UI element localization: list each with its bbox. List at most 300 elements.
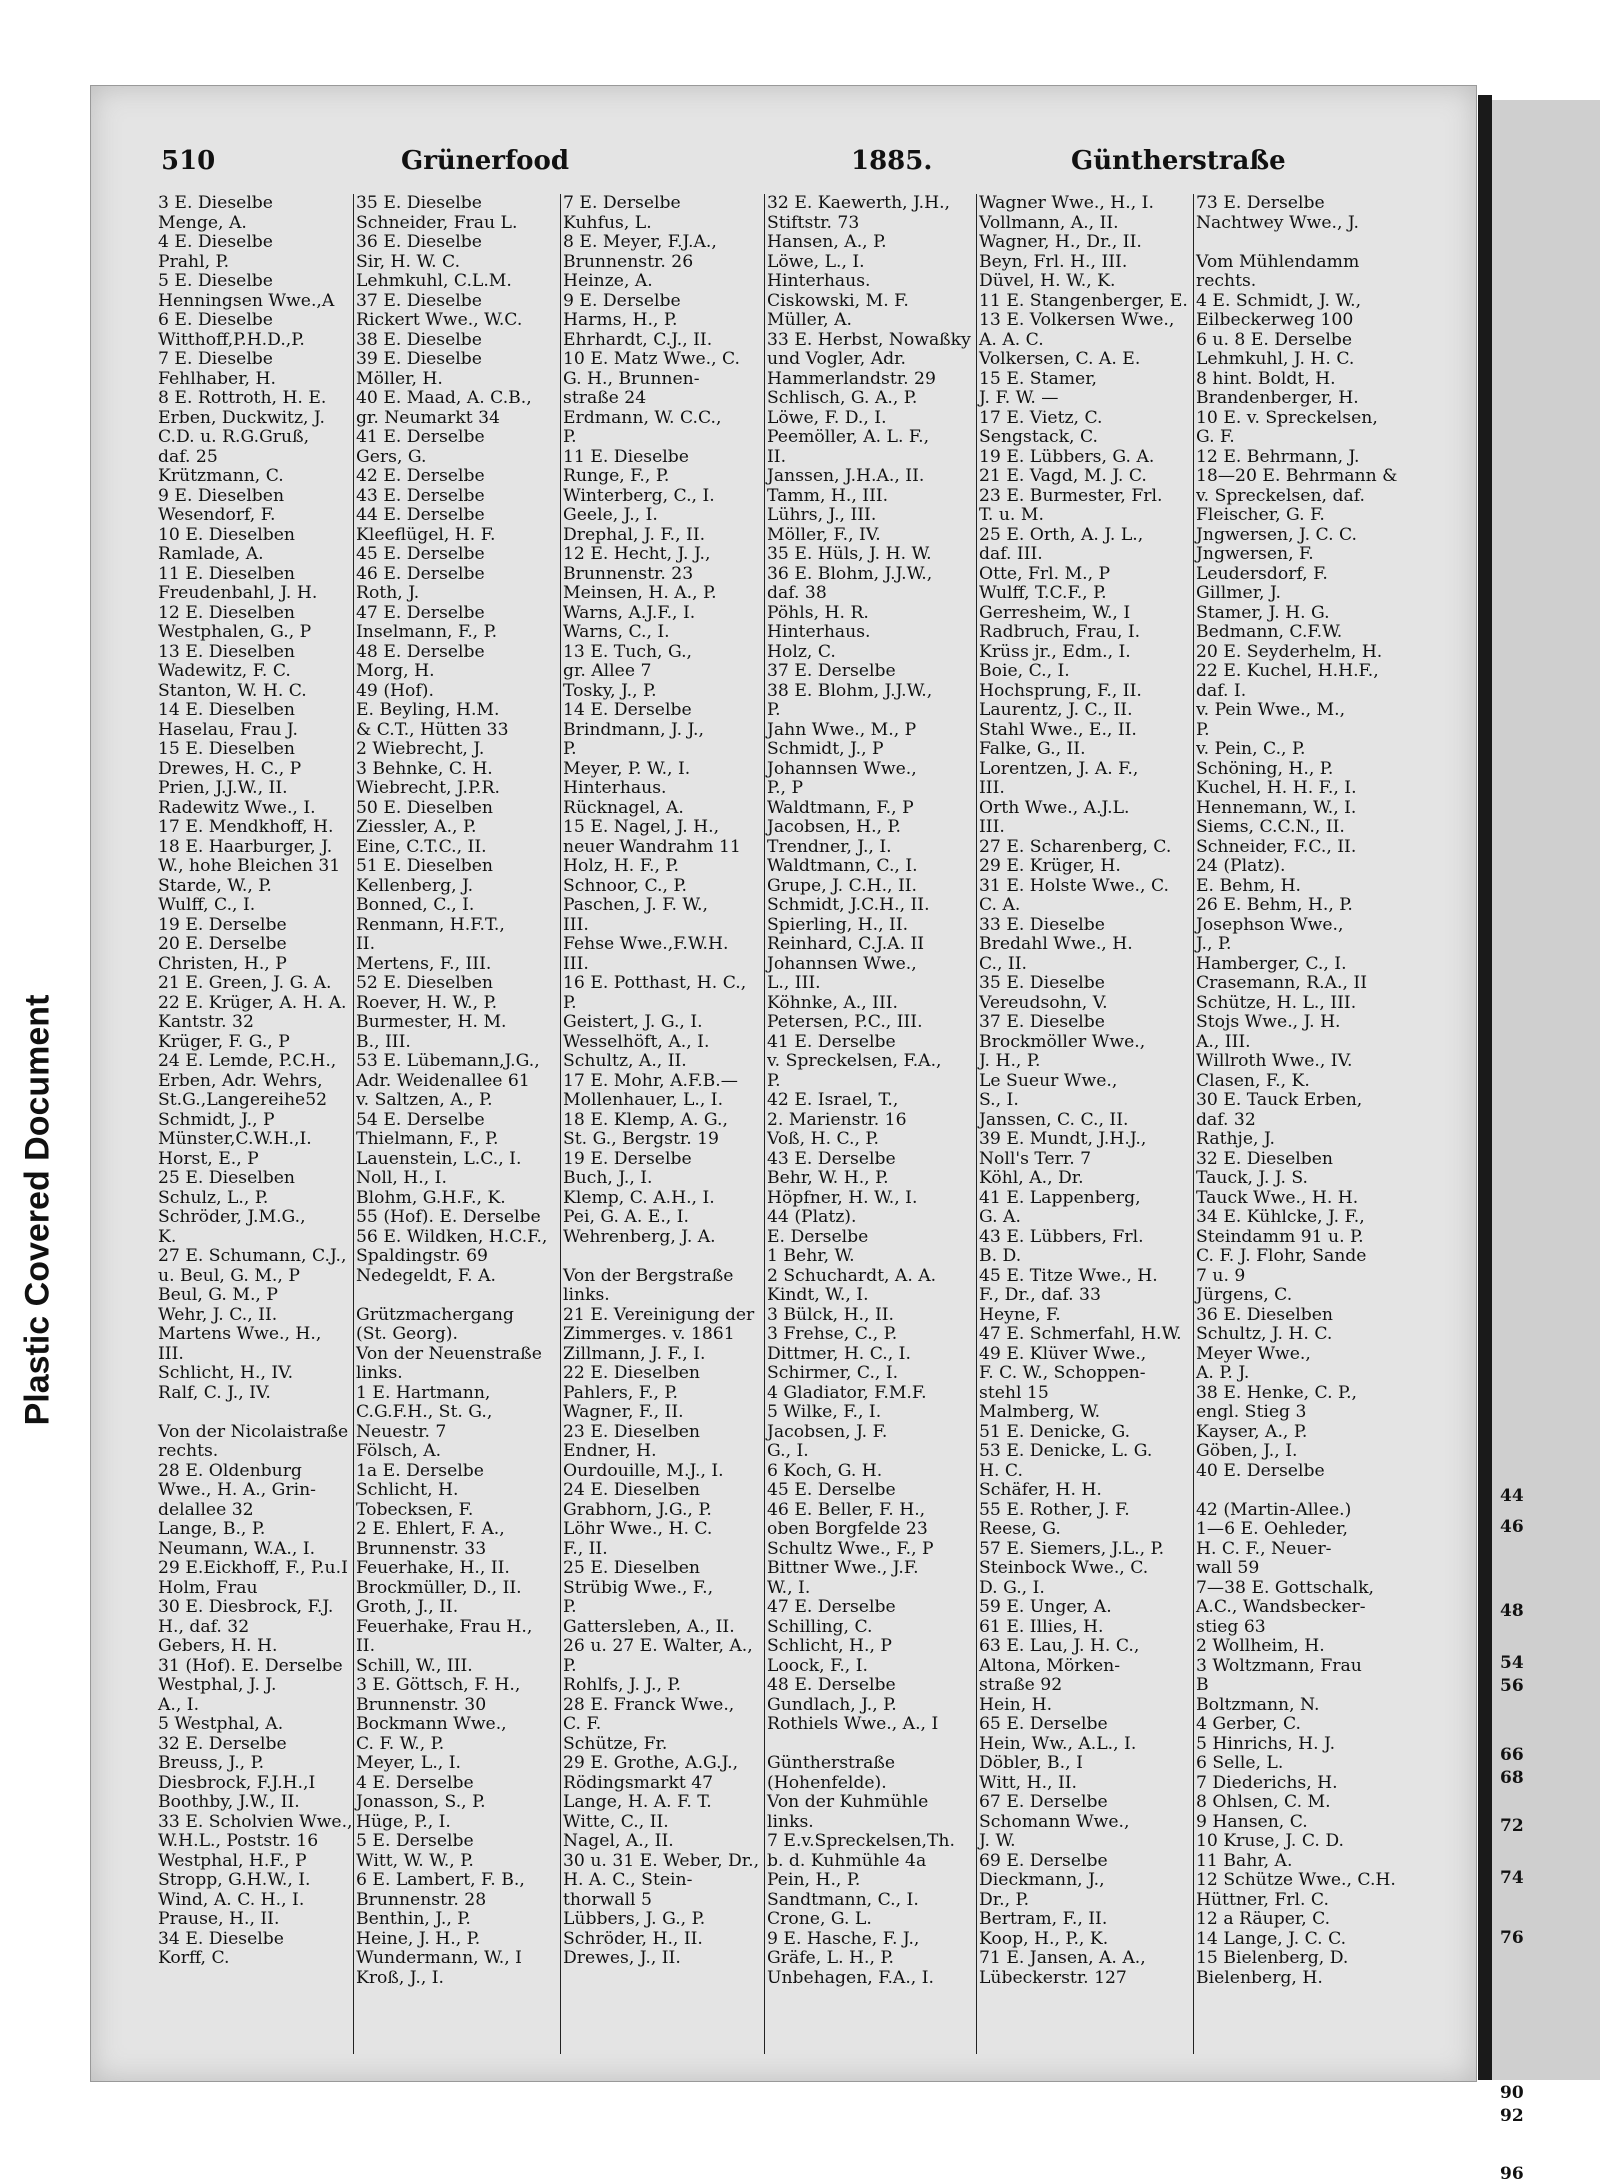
directory-line: 41 E. Derselbe [767, 1031, 896, 1052]
directory-line: Diesbrock, F.J.H.,I [158, 1772, 316, 1793]
directory-line: Breuss, J., P. [158, 1753, 265, 1773]
directory-line: 39 E. Dieselbe [356, 349, 482, 369]
directory-line: Roth, J. [356, 583, 420, 603]
directory-line: 11 E. Dieselbe [563, 446, 689, 467]
directory-line: Düvel, H. W., K. [979, 271, 1116, 291]
directory-line: Holz, H. F., P. [563, 856, 679, 876]
directory-line: H. C. [979, 1460, 1023, 1481]
directory-line: Drewes, H. C., P [158, 758, 302, 779]
directory-line: Kuchel, H. H. F., I. [1196, 778, 1357, 798]
directory-line: Hüge, P., I. [356, 1811, 451, 1832]
directory-line: Nagel, A., II. [563, 1831, 674, 1851]
directory-line: 19 E. Derselbe [158, 914, 287, 935]
directory-line: 33 E. Scholvien Wwe., [158, 1811, 353, 1832]
adjacent-page-number: 96 [1500, 2163, 1524, 2184]
directory-line: 13 E. Volkersen Wwe., [979, 310, 1175, 330]
directory-line: 39 E. Mundt, J.H.J., [979, 1129, 1147, 1149]
directory-line: Gerresheim, W., I [979, 602, 1131, 623]
directory-line: 21 E. Vagd, M. J. C. [979, 466, 1147, 486]
directory-line: II. [356, 934, 376, 954]
directory-line: Wehrenberg, J. A. [563, 1226, 716, 1247]
directory-column [1193, 193, 1398, 2054]
directory-column [976, 194, 1192, 2054]
directory-line: Wulff, C., I. [158, 895, 256, 915]
directory-line: 46 E. Derselbe [356, 563, 485, 584]
directory-line: Buch, J., I. [563, 1168, 653, 1188]
adjacent-page-number: 92 [1500, 2106, 1524, 2127]
directory-line: 8 Ohlsen, C. M. [1196, 1792, 1331, 1812]
year-heading: 1885. [851, 146, 933, 176]
directory-line: 12 E. Hecht, J. J., [563, 544, 711, 564]
directory-line: C. F. W., P. [356, 1733, 445, 1754]
directory-line: Pahlers, F., P. [563, 1382, 678, 1403]
directory-line: Bielenberg, H. [1196, 1967, 1323, 1988]
directory-line: Dr., P. [979, 1889, 1030, 1910]
directory-line: 23 E. Dieselben [563, 1421, 700, 1442]
directory-line: 1—6 E. Oehleder, [1196, 1519, 1348, 1539]
directory-line [561, 1247, 763, 1267]
directory-line: 38 E. Dieselbe [356, 329, 482, 350]
directory-line: Jürgens, C. [1196, 1285, 1293, 1305]
left-running-head: Grünerfood [401, 146, 569, 176]
directory-line: P. [767, 700, 781, 720]
directory-line: delallee 32 [158, 1499, 254, 1520]
directory-line: Von der Kuhmühle [767, 1792, 929, 1812]
directory-line: Wundermann, W., I [356, 1948, 522, 1968]
directory-line: B [1196, 1675, 1209, 1695]
directory-line: Leudersdorf, F. [1196, 563, 1328, 584]
directory-line: Meyer, L., I. [356, 1753, 461, 1773]
directory-line: Von der Bergstraße [563, 1265, 734, 1286]
directory-line: Schlicht, H., P [767, 1636, 892, 1656]
directory-line: G. H., Brunnen- [563, 368, 700, 389]
directory-line: Zillmann, J. F., I. [563, 1343, 706, 1364]
directory-line: links. [767, 1811, 814, 1832]
directory-line: 12 Schütze Wwe., C.H. [1196, 1870, 1396, 1890]
directory-line: 24 (Platz). [1196, 856, 1286, 876]
directory-line: Voß, H. C., P. [767, 1129, 879, 1149]
directory-line: Fleischer, G. F. [1196, 505, 1325, 525]
directory-line: Westphalen, G., P [158, 622, 312, 642]
directory-line: Schulz, L., P. [158, 1187, 269, 1208]
directory-line: Erdmann, W. C.C., [563, 407, 722, 428]
directory-line: neuer Wandrahm 11 [563, 836, 741, 857]
directory-line: Gillmer, J. [1196, 583, 1281, 603]
directory-line: 5 E. Dieselbe [158, 271, 273, 291]
directory-line: 40 E. Derselbe [1196, 1460, 1325, 1481]
directory-line: 15 Bielenberg, D. [1196, 1948, 1349, 1968]
directory-line: 7 E.v.Spreckelsen,Th. [767, 1831, 955, 1851]
directory-line: P. [563, 739, 577, 759]
directory-line: v. Pein, C., P. [1196, 739, 1306, 759]
directory-line: Josephson Wwe., [1196, 914, 1344, 935]
directory-line: Steinbock Wwe., C. [979, 1558, 1149, 1578]
directory-line: Ciskowski, M. F. [767, 290, 909, 311]
directory-line: Hinterhaus. [563, 778, 667, 798]
directory-line: Güntherstraße [767, 1753, 896, 1773]
directory-line: Schneider, F.C., II. [1196, 836, 1357, 857]
directory-line: und Vogler, Adr. [767, 349, 906, 369]
directory-line: Wulff, T.C.F., P. [979, 583, 1107, 603]
directory-line: Ramlade, A. [158, 544, 264, 564]
directory-line: Heinze, A. [563, 271, 653, 291]
directory-line: 32 E. Derselbe [158, 1733, 287, 1754]
directory-line: D. G., I. [979, 1577, 1045, 1598]
directory-line: Henningsen Wwe.,A [158, 290, 335, 311]
directory-line: Laurentz, J. C., II. [979, 700, 1133, 720]
directory-line: 17 E. Vietz, C. [979, 407, 1103, 428]
directory-line: Reese, G. [979, 1519, 1061, 1539]
directory-line: P., P [767, 778, 804, 798]
directory-line: 5 E. Derselbe [356, 1831, 474, 1851]
directory-line: Stamer, J. H. G. [1196, 602, 1330, 623]
directory-line: Harms, H., P. [563, 310, 678, 330]
directory-line: Bertram, F., II. [979, 1909, 1108, 1929]
directory-line: 10 Kruse, J. C. D. [1196, 1831, 1344, 1851]
directory-line: 73 E. Derselbe [1196, 193, 1325, 213]
directory-line: Vereudsohn, V. [979, 992, 1108, 1013]
directory-line: 41 E. Derselbe [356, 427, 485, 447]
directory-line: Inselmann, F., P. [356, 622, 498, 642]
directory-line: Volkersen, C. A. E. [979, 349, 1141, 369]
directory-line: Hammerlandstr. 29 [767, 368, 936, 389]
directory-line: 11 E. Dieselben [158, 563, 295, 584]
directory-line: Orth Wwe., A.J.L. [979, 797, 1130, 818]
directory-line: 31 (Hof). E. Derselbe [158, 1655, 343, 1676]
directory-line: J. W. [979, 1831, 1016, 1851]
directory-line: Klemp, C. A.H., I. [563, 1187, 715, 1208]
directory-line: 4 E. Derselbe [356, 1772, 474, 1793]
directory-line: E. Behm, H. [1196, 875, 1302, 896]
directory-line: Erben, Adr. Wehrs, [158, 1070, 323, 1091]
directory-line: 53 E. Lübemann,J.G., [356, 1051, 540, 1071]
directory-line: 19 E. Derselbe [563, 1148, 692, 1169]
page-gutter-edge [1478, 95, 1492, 2080]
directory-line: Schlicht, H. [356, 1480, 459, 1500]
directory-line: G. F. [1196, 427, 1235, 447]
directory-line: Willroth Wwe., IV. [1196, 1051, 1353, 1071]
directory-line: Morg, H. [356, 661, 435, 681]
directory-line: 50 E. Dieselben [356, 797, 493, 818]
directory-line: Drephal, J. F., II. [563, 524, 706, 545]
directory-line: Sir, H. W. C. [356, 251, 461, 272]
directory-line: C. A. [979, 895, 1021, 915]
directory-line: Bockmann Wwe., [356, 1714, 507, 1734]
directory-line: Wesselhöft, A., I. [563, 1031, 710, 1052]
directory-line: 3 Bülck, H., II. [767, 1304, 894, 1325]
directory-line: 69 E. Derselbe [979, 1850, 1108, 1871]
directory-line: 44 E. Derselbe [356, 505, 485, 525]
directory-line: Brunnenstr. 23 [563, 563, 694, 584]
directory-line: 7 E. Dieselbe [158, 349, 273, 369]
directory-line: Jacobsen, H., P. [767, 817, 902, 837]
directory-line: 28 E. Oldenburg [158, 1460, 302, 1481]
directory-line: Stropp, G.H.W., I. [158, 1870, 311, 1890]
directory-line: 6 u. 8 E. Derselbe [1196, 329, 1353, 350]
directory-line: Brunnenstr. 28 [356, 1889, 487, 1910]
directory-line: Martens Wwe., H., [158, 1324, 322, 1344]
directory-line: 8 E. Meyer, F.J.A., [563, 232, 717, 252]
directory-line: Schöning, H., P. [1196, 758, 1334, 779]
directory-line: 63 E. Lau, J. H. C., [979, 1636, 1140, 1656]
directory-line: F. C. W., Schoppen- [979, 1363, 1146, 1383]
directory-line: 36 E. Blohm, J.J.W., [767, 563, 933, 584]
directory-line: 34 E. Kühlcke, J. F., [1196, 1207, 1365, 1227]
directory-line: 36 E. Dieselben [1196, 1304, 1333, 1325]
directory-line: 38 E. Blohm, J.J.W., [767, 680, 933, 701]
directory-line: C. F. J. Flohr, Sande [1196, 1246, 1367, 1266]
directory-line: 7 Diederichs, H. [1196, 1772, 1338, 1793]
directory-line: 4 Gladiator, F.M.F. [767, 1382, 927, 1403]
directory-line: J. F. W. — [979, 388, 1059, 408]
directory-line: 25 E. Dieselben [563, 1558, 700, 1578]
directory-line: 52 E. Dieselben [356, 973, 493, 993]
directory-line: 6 E. Lambert, F. B., [356, 1870, 525, 1890]
directory-line: Jahn Wwe., M., P [767, 719, 917, 740]
directory-line: 26 E. Behm, H., P. [1196, 895, 1353, 915]
directory-line: Stiftstr. 73 [767, 212, 860, 233]
directory-line: 47 E. Derselbe [356, 602, 485, 623]
directory-line: Rathje, J. [1196, 1129, 1276, 1149]
directory-line: Brindmann, J. J., [563, 719, 704, 740]
directory-line: 17 E. Mohr, A.F.B.— [563, 1070, 738, 1091]
directory-line: Hüttner, Frl. C. [1196, 1889, 1329, 1910]
directory-line: P. [563, 427, 577, 447]
directory-line: Gebers, H. H. [158, 1636, 278, 1656]
directory-line: P. [563, 1597, 577, 1617]
directory-line: 12 a Räuper, C. [1196, 1909, 1331, 1929]
directory-line: Thielmann, F., P. [356, 1129, 499, 1149]
directory-line: A. A. C. [979, 329, 1044, 350]
directory-line: links. [563, 1285, 610, 1305]
directory-line: Schmidt, J.C.H., II. [767, 895, 930, 915]
directory-line: Hein, Ww., A.L., I. [979, 1733, 1137, 1754]
directory-line: Hochsprung, F., II. [979, 680, 1142, 701]
directory-line: G., I. [767, 1441, 809, 1461]
directory-line: 11 Bahr, A. [1196, 1850, 1293, 1871]
directory-line: 20 E. Derselbe [158, 934, 287, 954]
directory-line: Warns, A.J.F., I. [563, 602, 696, 623]
directory-line: u. Beul, G. M., P [158, 1265, 300, 1286]
directory-line: F., II. [563, 1538, 608, 1559]
directory-line: Koop, H., P., K. [979, 1928, 1109, 1949]
directory-line: Beul, G. M., P [158, 1285, 278, 1305]
directory-line: Gräfe, L. H., P. [767, 1948, 894, 1968]
directory-line: Holz, C. [767, 641, 836, 662]
directory-column [353, 194, 559, 2054]
directory-line: Ourdouille, M.J., I. [563, 1460, 724, 1481]
directory-line: Janssen, C. C., II. [979, 1109, 1129, 1130]
directory-line: Schomann Wwe., [979, 1811, 1130, 1832]
directory-line: 5 Hinrichs, H. J. [1196, 1733, 1336, 1754]
directory-line: Runge, F., P. [563, 466, 670, 486]
directory-line: Unbehagen, F.A., I. [767, 1967, 934, 1988]
directory-line: Bittner Wwe., J.F. [767, 1558, 919, 1578]
directory-line: Kayser, A., P. [1196, 1421, 1308, 1442]
directory-line: 20 E. Seyderhelm, H. [1196, 641, 1383, 662]
directory-line: 45 E. Derselbe [767, 1480, 896, 1500]
directory-line: oben Borgfelde 23 [767, 1519, 928, 1539]
directory-line: Hinterhaus. [767, 271, 871, 291]
directory-line: Bredahl Wwe., H. [979, 934, 1133, 954]
directory-line: Prien, J.J.W., II. [158, 778, 288, 798]
directory-line: 55 (Hof). E. Derselbe [356, 1207, 541, 1227]
directory-line: 30 u. 31 E. Weber, Dr., [563, 1850, 760, 1871]
directory-line: Rödingsmarkt 47 [563, 1772, 714, 1793]
directory-line: Clasen, F., K. [1196, 1070, 1310, 1091]
directory-line: 47 E. Schmerfahl, H.W. [979, 1324, 1182, 1344]
directory-line: 27 E. Schumann, C.J., [158, 1246, 347, 1266]
directory-line: Eilbeckerweg 100 [1196, 310, 1354, 330]
directory-line: 6 Koch, G. H. [767, 1460, 883, 1481]
directory-line: Siems, C.C.N., II. [1196, 817, 1345, 837]
directory-line: straße 92 [979, 1675, 1063, 1695]
directory-line: Heine, J. H., P. [356, 1928, 481, 1949]
directory-line: 45 E. Titze Wwe., H. [979, 1265, 1158, 1286]
directory-line: Behr, W. H., P. [767, 1168, 889, 1188]
directory-line: Jngwersen, J. C. C. [1196, 524, 1357, 545]
directory-line: 37 E. Derselbe [767, 661, 896, 681]
directory-line: Altona, Mörken- [979, 1655, 1121, 1676]
adjacent-page-number: 74 [1500, 1868, 1524, 1889]
directory-line [354, 1286, 559, 1306]
directory-line: 22 E. Dieselben [563, 1363, 700, 1383]
directory-line: Stanton, W. H. C. [158, 680, 307, 701]
directory-line: 45 E. Derselbe [356, 544, 485, 564]
directory-line: Boie, C., I. [979, 661, 1070, 681]
directory-line: gr. Allee 7 [563, 661, 652, 681]
directory-line: 40 E. Maad, A. C.B., [356, 388, 532, 408]
directory-line: 10 E. Matz Wwe., C. [563, 349, 741, 369]
directory-line: Schultz, A., II. [563, 1051, 687, 1071]
directory-line: 65 E. Derselbe [979, 1714, 1108, 1734]
directory-line: Rohlfs, J. J., P. [563, 1675, 681, 1695]
directory-line: Warns, C., I. [563, 622, 670, 642]
directory-line: 43 E. Lübbers, Frl. [979, 1226, 1144, 1247]
directory-line: Ralf, C. J., IV. [158, 1382, 271, 1403]
directory-line: Waldtmann, F., P [767, 797, 914, 818]
directory-line: 25 E. Dieselben [158, 1168, 295, 1188]
directory-line: Pöhls, H. R. [767, 602, 869, 623]
directory-line: Fölsch, A. [356, 1441, 442, 1461]
adjacent-page-number: 66 [1500, 1745, 1524, 1766]
directory-line: Wwe., H. A., Grin- [158, 1480, 316, 1500]
directory-line: Hein, H. [979, 1694, 1053, 1715]
directory-line: 37 E. Dieselbe [356, 290, 482, 311]
directory-line: Krützmann, C. [158, 466, 284, 486]
directory-line: 33 E. Dieselbe [979, 914, 1105, 935]
directory-line: 30 E. Tauck Erben, [1196, 1090, 1363, 1110]
directory-line [1194, 233, 1364, 253]
directory-line: Vollmann, A., II. [979, 212, 1119, 233]
directory-line: Rücknagel, A. [563, 797, 684, 818]
directory-line: 6 Selle, L. [1196, 1753, 1284, 1773]
directory-line: 14 Lange, J. C. C. [1196, 1928, 1347, 1949]
directory-line: 30 E. Diesbrock, F.J. [158, 1597, 334, 1617]
directory-line: Krüger, F. G., P [158, 1031, 290, 1052]
directory-line: Schilling, C. [767, 1616, 873, 1637]
directory-line: Nachtwey Wwe., J. [1196, 212, 1359, 233]
directory-line: v. Spreckelsen, daf. [1196, 485, 1365, 506]
directory-line: 42 E. Israel, T., [767, 1090, 899, 1110]
directory-line: 31 E. Holste Wwe., C. [979, 875, 1169, 896]
directory-line: stieg 63 [1196, 1616, 1266, 1637]
directory-line: 57 E. Siemers, J.L., P. [979, 1538, 1165, 1559]
directory-line: Krüss jr., Edm., I. [979, 641, 1131, 662]
directory-line: 54 E. Derselbe [356, 1109, 485, 1130]
directory-line: Wind, A. C. H., I. [158, 1889, 305, 1910]
directory-line: B. D. [979, 1246, 1022, 1266]
directory-line: Schütze, H. L., III. [1196, 992, 1357, 1013]
directory-line: Trendner, J., I. [767, 836, 892, 857]
directory-line: 38 E. Henke, C. P., [1196, 1382, 1358, 1403]
directory-line: Löwe, F. D., I. [767, 407, 887, 428]
directory-line: daf. 25 [158, 446, 218, 467]
directory-line: 5 Westphal, A. [158, 1714, 284, 1734]
directory-line: 36 E. Dieselbe [356, 232, 482, 252]
directory-line: Schill, W., III. [356, 1655, 473, 1676]
directory-line: 18—20 E. Behrmann & [1196, 466, 1398, 486]
directory-line: 56 E. Wildken, H.C.F., [356, 1226, 548, 1247]
directory-line: 4 Gerber, C. [1196, 1714, 1301, 1734]
directory-line: Paschen, J. F. W., [563, 895, 708, 915]
directory-line: Tauck Wwe., H. H. [1196, 1187, 1359, 1208]
directory-line: Lübbers, J. G., P. [563, 1909, 706, 1929]
directory-line: III. [563, 914, 589, 935]
directory-line: 15 E. Stamer, [979, 368, 1097, 389]
directory-line: Wehr, J. C., II. [158, 1304, 278, 1325]
directory-line: Grupe, J. C.H., II. [767, 875, 918, 896]
directory-line: Lührs, J., III. [767, 505, 877, 525]
directory-line: A.C., Wandsbecker- [1196, 1597, 1366, 1617]
directory-line: Westphal, H.F., P [158, 1850, 307, 1871]
directory-line: 71 E. Jansen, A. A., [979, 1948, 1146, 1968]
directory-line: Noll, H., I. [356, 1168, 447, 1188]
directory-line: gr. Neumarkt 34 [356, 407, 500, 428]
directory-line: Menge, A. [158, 212, 247, 233]
directory-line: Endner, H. [563, 1441, 657, 1461]
directory-line: (St. Georg). [356, 1324, 458, 1344]
directory-line: Geistert, J. G., I. [563, 1012, 703, 1032]
directory-line: Wesendorf, F. [158, 505, 276, 525]
directory-line: Wagner, F., II. [563, 1402, 684, 1422]
directory-line: 35 E. Dieselbe [356, 193, 482, 213]
directory-line: K. [158, 1226, 177, 1247]
directory-line: Brockmüller, D., II. [356, 1577, 522, 1598]
directory-line: 61 E. Illies, H. [979, 1616, 1104, 1637]
directory-line: Pein, H., P. [767, 1870, 861, 1890]
directory-line: Fehlhaber, H. [158, 368, 276, 389]
directory-line: 3 E. Göttsch, F. H., [356, 1675, 521, 1695]
directory-line: 23 E. Burmester, Frl. [979, 485, 1163, 506]
adjacent-page-number: 68 [1500, 1768, 1524, 1789]
directory-line: Kleeflügel, H. F. [356, 524, 496, 545]
directory-line: Holm, Frau [158, 1577, 258, 1598]
directory-line: Bonned, C., I. [356, 895, 475, 915]
directory-line: 19 E. Lübbers, G. A. [979, 446, 1155, 467]
directory-line: 29 E. Krüger, H. [979, 856, 1121, 876]
directory-line: Schäfer, H. H. [979, 1480, 1102, 1500]
directory-line: (Hohenfelde). [767, 1772, 887, 1793]
directory-line: Schultz, J. H. C. [1196, 1324, 1333, 1344]
directory-line: Schirmer, C., I. [767, 1363, 899, 1383]
directory-line: Tauck, J. J. S. [1196, 1168, 1309, 1188]
directory-line: Eine, C.T.C., II. [356, 836, 487, 857]
directory-line: 11 E. Stangenberger, E. [979, 290, 1188, 311]
directory-line [1194, 1481, 1364, 1501]
directory-line: 22 E. Kuchel, H.H.F., [1196, 661, 1379, 681]
directory-line: St. G., Bergstr. 19 [563, 1129, 719, 1149]
